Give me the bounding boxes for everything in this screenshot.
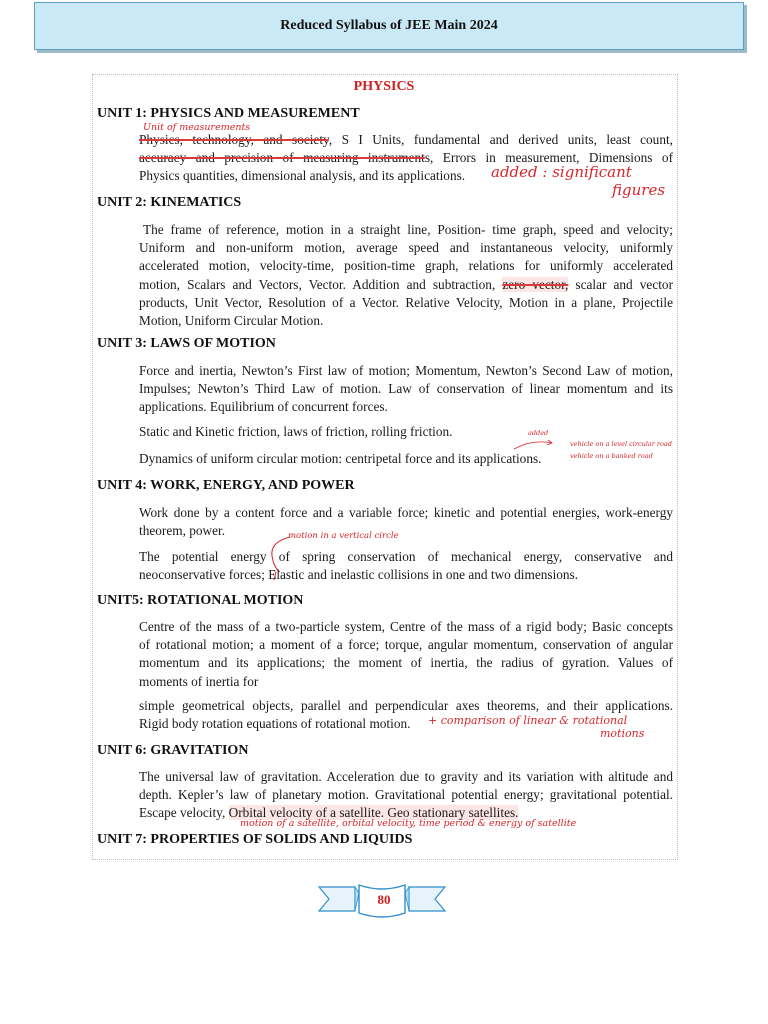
annotation-vertical-circle: motion in a vertical circle — [288, 531, 399, 541]
unit-1-line-3: Physics quantities, dimensional analysis, and its applications. — [139, 168, 466, 184]
unit-2-line-4: motion, Scalars and Vectors, Vector. Addition and subtraction, zero vector, scalar and vector — [139, 276, 673, 292]
unit-6-text: The universal law of gravitation. Acceleration due to gravity and its variation with altitude and depth. Kepler’s law of planetary motion. Gravitational potential energy; gravitational potential. Escape velocity, Orbital velocity of a satellite. Geo stationary satellites. — [139, 768, 673, 823]
unit-2-text: The frame of reference, motion in a straight line, Position- time graph, speed and velocity; Uniform and non-uniform motion, average speed and instantaneous velocity, uniformly accelerated motion, velocity-time, position-time graph, relations for uniformly accelerated motion, Scalars and Vectors, Vector. Addition and subtraction, zero vector, scalar and vector products, Unit Vector, Resolution of a Vector. Relative Velocity, Motion in a plane, Projectile Motion, Uniform Circular Motion. — [139, 222, 673, 328]
unit-1-title: UNIT 1: PHYSICS AND MEASUREMENT — [97, 106, 360, 121]
unit-6-line-3: Escape velocity, Orbital velocity of a satellite. Geo stationary satellites. — [139, 805, 519, 821]
annotation-comparison: + comparison of linear & rotational — [428, 714, 628, 727]
struck-text-accuracy: accuracy and precision of measuring instrument — [139, 150, 425, 166]
unit-1-line-1: Physics, technology, and society, S I Units, fundamental and derived units, least count, — [139, 132, 673, 147]
unit-3-para-3: Dynamics of uniform circular motion: centripetal force and its applications. — [139, 451, 542, 466]
annotation-unit-of-measurements: Unit of measurements — [143, 122, 251, 133]
page-header — [34, 2, 744, 50]
unit-5-para-1: Centre of the mass of a two-particle system, Centre of the mass of a rigid body; Basic concepts of rotational motion; a moment of a force; torque, angular momentum, conservation of angular momentum and its applications; the moment of inertia, the radius of gyration. Values of moments of inertia for — [139, 619, 673, 689]
unit-2-title: UNIT 2: KINEMATICS — [97, 195, 242, 210]
annotation-figures: figures — [612, 181, 666, 199]
header-title: Reduced Syllabus of JEE Main 2024 — [280, 18, 498, 33]
unit-6-title: UNIT 6: GRAVITATION — [97, 743, 249, 758]
subject-heading: PHYSICS — [353, 79, 415, 94]
unit-4-para-2: The potential energy of spring conservation of mechanical energy, conservative and neoconservative forces; Elastic and inelastic collisions in one and two dimensions. — [139, 549, 673, 583]
annotation-banked-road: vehicle on a banked road — [570, 452, 653, 460]
unit-1-line-2: accuracy and precision of measuring instruments, Errors in measurement, Dimensions of — [139, 150, 673, 166]
struck-text-zero-vector: zero vector, — [502, 276, 569, 292]
unit-3-para-1: Force and inertia, Newton’s First law of motion; Momentum, Newton’s Second Law of motion, Impulses; Newton’s Third Law of motion. Law of conservation of linear momentum and its applications. Equilibrium of concurrent forces. — [139, 363, 673, 415]
unit-4-para-1: Work done by a content force and a variable force; kinetic and potential energies, work-energy theorem, power. — [139, 505, 673, 539]
annotation-satellite: motion of a satellite, orbital velocity, time period & energy of satellite — [240, 818, 577, 829]
annotation-added-significant: added : significant — [491, 163, 632, 181]
annotation-motions: motions — [600, 727, 645, 740]
unit-5-para-2: simple geometrical objects, parallel and perpendicular axes theorems, and their applications. Rigid body rotation equations of rotational motion. — [139, 698, 673, 732]
unit-5-title: UNIT5: ROTATIONAL MOTION — [97, 593, 304, 608]
unit-3-para-2: Static and Kinetic friction, laws of friction, rolling friction. — [139, 424, 453, 439]
annotation-level-road: vehicle on a level circular road — [570, 440, 672, 448]
struck-text-physics-technology: Physics, technology, and society — [139, 132, 329, 147]
page-number: 80 — [377, 892, 391, 907]
unit-7-title: UNIT 7: PROPERTIES OF SOLIDS AND LIQUIDS — [97, 832, 413, 847]
unit-3-title: UNIT 3: LAWS OF MOTION — [97, 336, 276, 351]
unit-4-title: UNIT 4: WORK, ENERGY, AND POWER — [97, 478, 355, 493]
annotation-added-small: added — [528, 429, 549, 437]
highlighted-orbital-velocity: Orbital velocity of a satellite. Geo stationary satellites. — [228, 805, 519, 821]
